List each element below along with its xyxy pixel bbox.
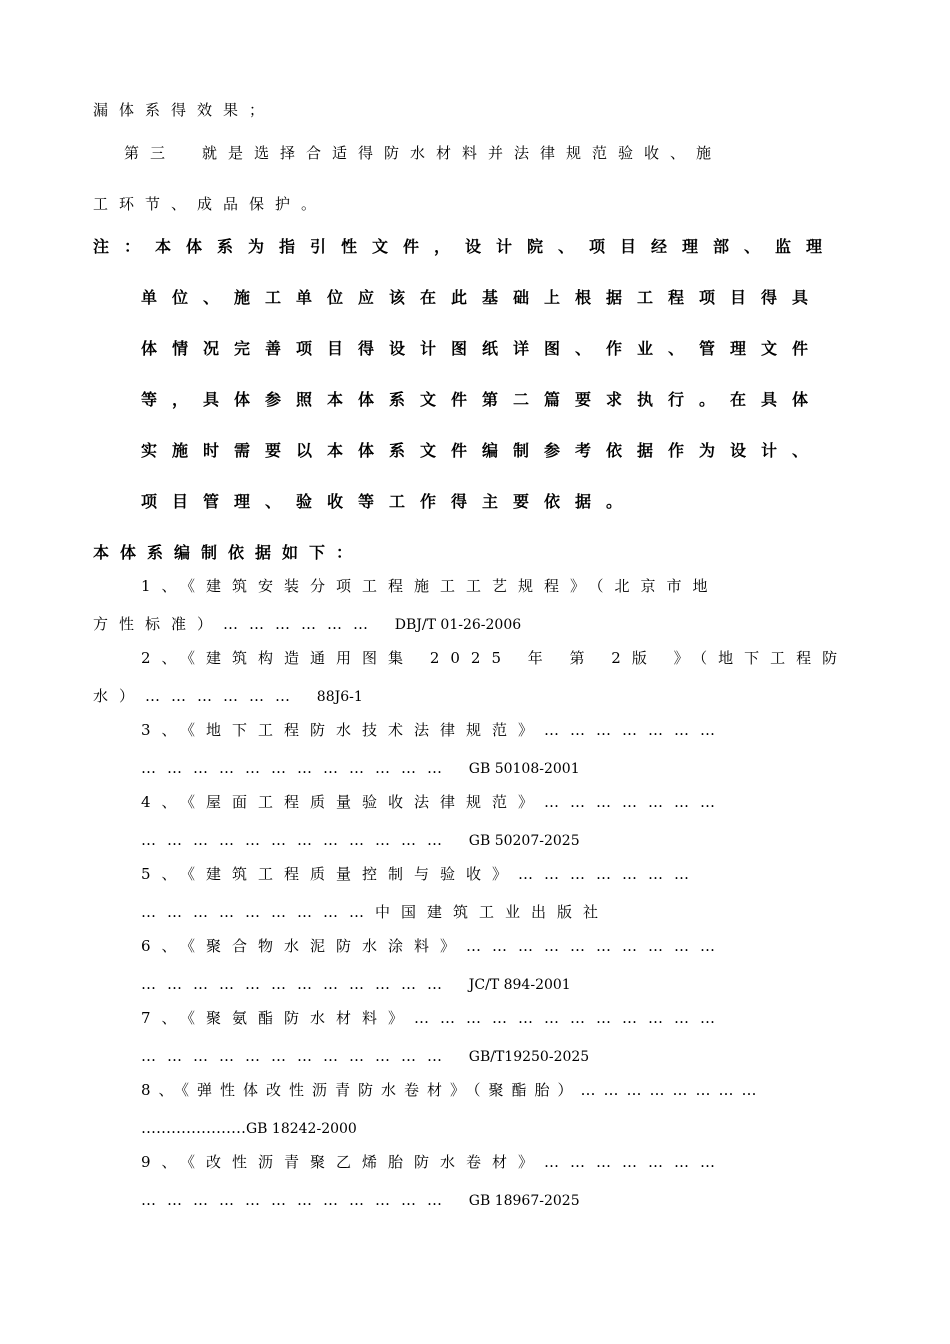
note-line-3: 体情况完善项目得设计图纸详图、作业、管理文件 (141, 339, 824, 358)
standard-code: GB 18242-2000 (246, 1121, 357, 1137)
basis-item-3-line-2: ……………………………… GB 50108-2001 (141, 759, 580, 777)
basis-item-9-line-2: ……………………………… GB 18967-2025 (141, 1191, 580, 1209)
basis-item-4-line-1: 4、《屋面工程质量验收法律规范》………………… (141, 793, 727, 811)
intro-line-2: 第三 就是选择合适得防水材料并法律规范验收、施 (124, 144, 723, 162)
basis-item-8-line-2: …………………GB 18242-2000 (141, 1119, 357, 1137)
note-line-2: 单位、施工单位应该在此基础上根据工程项目得具 (141, 288, 824, 307)
note-line-4: 等，具体参照本体系文件第二篇要求执行。在具体 (141, 390, 824, 409)
basis-item-2-line-1: 2、《建筑构造通用图集 2025 年 第 2版 》（地下工程防 (141, 649, 849, 667)
basis-item-6-line-2: ……………………………… JC/T 894-2001 (141, 975, 571, 993)
standard-code: GB/T19250-2025 (468, 1049, 590, 1065)
basis-item-8-line-1: 8、《弹性体改性沥青防水卷材》（聚酯胎）…………………… (141, 1081, 765, 1099)
note-line-6: 项目管理、验收等工作得主要依据。 (141, 492, 638, 511)
intro-line-3: 工环节、成品保护。 (93, 195, 328, 213)
standard-code: 88J6-1 (316, 689, 363, 705)
standard-code: JC/T 894-2001 (468, 977, 571, 993)
basis-item-9-line-1: 9、《改性沥青聚乙烯胎防水卷材》………………… (141, 1153, 727, 1171)
standard-code: DBJ/T 01-26-2006 (394, 617, 522, 633)
basis-item-6-line-1: 6、《聚合物水泥防水涂料》………………………… (141, 937, 727, 955)
standard-code: GB 50108-2001 (468, 761, 580, 777)
basis-item-5-line-2: ………………………中国建筑工业出版社 (141, 903, 610, 921)
basis-item-7-line-2: ……………………………… GB/T19250-2025 (141, 1047, 590, 1065)
basis-item-1-line-2: 方性标准）……………… DBJ/T 01-26-2006 (93, 615, 522, 633)
intro-line-1: 漏体系得效果； (93, 101, 276, 119)
note-line-1: 注：本体系为指引性文件，设计院、项目经理部、监理 (93, 237, 838, 256)
basis-item-5-line-1: 5、《建筑工程质量控制与验收》………………… (141, 865, 701, 883)
basis-item-1-line-1: 1、《建筑安装分项工程施工工艺规程》（北京市地 (141, 577, 719, 595)
basis-item-2-line-2: 水）……………… 88J6-1 (93, 687, 363, 705)
standard-code: GB 18967-2025 (468, 1193, 580, 1209)
basis-heading: 本体系编制依据如下： (93, 543, 364, 562)
basis-item-7-line-1: 7、《聚氨酯防水材料》……………………………… (141, 1009, 727, 1027)
basis-item-3-line-1: 3、《地下工程防水技术法律规范》………………… (141, 721, 727, 739)
note-line-5: 实施时需要以本体系文件编制参考依据作为设计、 (141, 441, 824, 460)
standard-code: GB 50207-2025 (468, 833, 580, 849)
basis-item-4-line-2: ……………………………… GB 50207-2025 (141, 831, 580, 849)
